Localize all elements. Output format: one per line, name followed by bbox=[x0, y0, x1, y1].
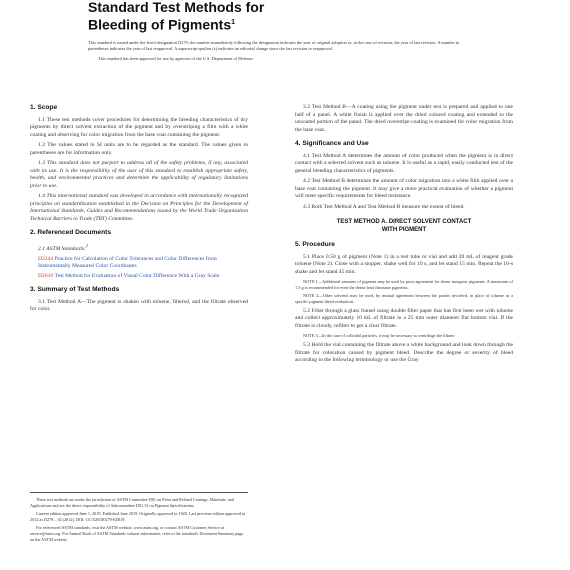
right-column bbox=[295, 98, 513, 368]
note-1: NOTE 1—Additional amounts of pigment may be used by prior agreement for dense inorganic pigments. A maximum of 1.5 g is recommended for even the dense lead chromate pigments. bbox=[295, 279, 513, 290]
paragraph-4-2: 4.2 Test Method B determines the amount of color migration into a white film applied over a base coat containing the pigment. It may give a more practical evaluation of whether a pigment will meet specific requirements for bleed resistance. bbox=[295, 178, 513, 199]
paragraph-3-1: 3.1 Test Method A—The pigment is shaken with toluene, filtered, and the filtrate observed for color. bbox=[30, 298, 248, 313]
paragraph-1-4: 1.4 This international standard was developed in accordance with internationally recognized principles on standardization established in the Decision on Principles for the Development of International Standards, Guides and Recommendations issued by the World Trade Organization Technical Barriers to Trade (TBT) Committee. bbox=[30, 193, 248, 222]
designation-note: This standard is issued under the fixed designation D279; the number immediately following the designation indicates the year of original adoption or, in the case of revision, the year of last revision. A number in parentheses indicates the year of last reapproval. A superscript epsilon (ε) indicates an editorial change since the last revision or reapproval. bbox=[88, 40, 460, 51]
reference-d2616[interactable] bbox=[30, 273, 248, 281]
paragraph-5-1: 5.1 Place 0.50 g of pigment (Note 1) in a test tube or vial and add 20 mL of reagent grade toluene (Note 2). Close with a stopper, shake well for 10 s, and let stand 15 min. Repeat the 10-s shake and let stand 45 min. bbox=[295, 253, 513, 275]
section-heading-significance: 4. Significance and Use bbox=[295, 140, 369, 147]
section-heading-referenced-documents: 2. Referenced Documents bbox=[30, 229, 111, 236]
paragraph-5-2: 5.2 Filter through a glass funnel using double filter paper that has first been wet with toluene and collect approximately 10 mL of filtrate in a 25 mm outer diameter flat bottom vial. If the filtrate is cloudy, refilter to get a clear filtrate. bbox=[295, 307, 513, 329]
designation-abstract bbox=[88, 40, 480, 66]
paragraph-4-1: 4.1 Test Method A determines the amount of color produced when the pigment is in direct contact with a selected solvent such as toluene. It is useful as a rapid, easily conducted test of the general bleeding characteristics of pigments. bbox=[295, 152, 513, 174]
reference-d2244[interactable] bbox=[30, 256, 248, 271]
note-3: NOTE 3—In the case of colloidal particles, it may be necessary to centrifuge the filtrate. bbox=[303, 333, 456, 339]
footnotes bbox=[30, 492, 248, 545]
title-line-2: Bleeding of Pigments$^1$ bbox=[88, 16, 236, 33]
test-method-a-heading bbox=[295, 219, 513, 234]
footnote-marker-2: 2 bbox=[86, 242, 89, 248]
section-heading-summary: 3. Summary of Test Methods bbox=[30, 286, 120, 294]
section-heading-scope: 1. Scope bbox=[30, 104, 58, 111]
section-heading-procedure: 5. Procedure bbox=[295, 241, 335, 248]
reference-code-d2616[interactable]: D2616 bbox=[38, 272, 54, 279]
paragraph-2-1: 2.1 ASTM Standards:$^2$ bbox=[38, 242, 89, 252]
paragraph-1-2: 1.2 The values stated in SI units are to be regarded as the standard. The values given in parentheses are for information only. bbox=[30, 142, 248, 156]
paragraph-1-1: 1.1 These test methods cover procedures for determining the bleeding characteristics of dry pigments by direct solvent extraction of the pigment and by overstriping a film with a white coating and observing for color migration from the base coat containing the pigment. bbox=[30, 116, 248, 138]
footnote-1-edition: Current edition approved June 1, 2019. Published June 2019. Originally approved in 1928. Last previous edition approved in 2012 as D279 – 02 (2012). DOI: 10.1520/D0279-02R19. bbox=[30, 511, 246, 522]
reference-code-d2244[interactable]: D2244 bbox=[38, 255, 54, 262]
paragraph-5-3: 5.3 Hold the vial containing the filtrate above a white background and look down through the filtrate for coloration caused by pigment bleed. Describe the degree or severity of bleed according to the following terminology or use the Gray bbox=[295, 342, 513, 364]
test-method-a-heading-line-1: TEST METHOD A. DIRECT SOLVENT CONTACT bbox=[336, 219, 472, 225]
reference-title-d2616[interactable]: Test Method for Evaluation of Visual Color Difference With a Gray Scale bbox=[54, 272, 220, 279]
left-column bbox=[30, 98, 248, 317]
document-title bbox=[88, 0, 518, 33]
note-2: NOTE 2—Other solvents may be used, by mutual agreement between the parties involved, in place of toluene as a specific pigment bleed evaluation. bbox=[295, 293, 513, 305]
footnote-1: These test methods are under the jurisdiction of ASTM Committee D01 on Paint and Related Coatings, Materials, and Applications and are the direct responsibility of Subcommittee D01.31 on Pigment Specifications. bbox=[30, 497, 234, 508]
footnote-2: For referenced ASTM standards, visit the ASTM website, www.astm.org, or contact ASTM Customer Service at service@astm.org. For Annual Book of ASTM Standards volume information, refer to the standard's Document Summary page on the ASTM website. bbox=[30, 525, 244, 542]
title-line-1: Standard Test Methods for bbox=[88, 0, 265, 15]
test-method-a-heading-line-2: WITH PIGMENT bbox=[381, 226, 427, 233]
paragraph-1-3: 1.3 This standard does not purport to address all of the safety problems, if any, associated with its use. It is the responsibility of the user of this standard to establish appropriate safety, health, and environmental practices and determine the applicability of regulatory limitations prior to use. bbox=[30, 160, 248, 189]
approval-note: This standard has been approved for use by agencies of the U.S. Department of Defense. bbox=[98, 56, 254, 61]
title-footnote-marker: 1 bbox=[231, 19, 236, 26]
paragraph-4-3: 4.3 Both Test Method A and Test Method B measure the extent of bleed. bbox=[303, 203, 465, 210]
paragraph-3-2: 3.2 Test Method B—A coating using the pigment under test is prepared and applied to one half of a panel. A white finish is applied over the dried colored coating and extended to the uncoated portion of the panel. The dried overstripe coating is examined for color migration from the base coat. bbox=[295, 104, 513, 133]
reference-title-d2244[interactable]: Practice for Calculation of Color Tolerances and Color Differences from Instrumentally Measured Color Coordinates bbox=[38, 255, 217, 270]
